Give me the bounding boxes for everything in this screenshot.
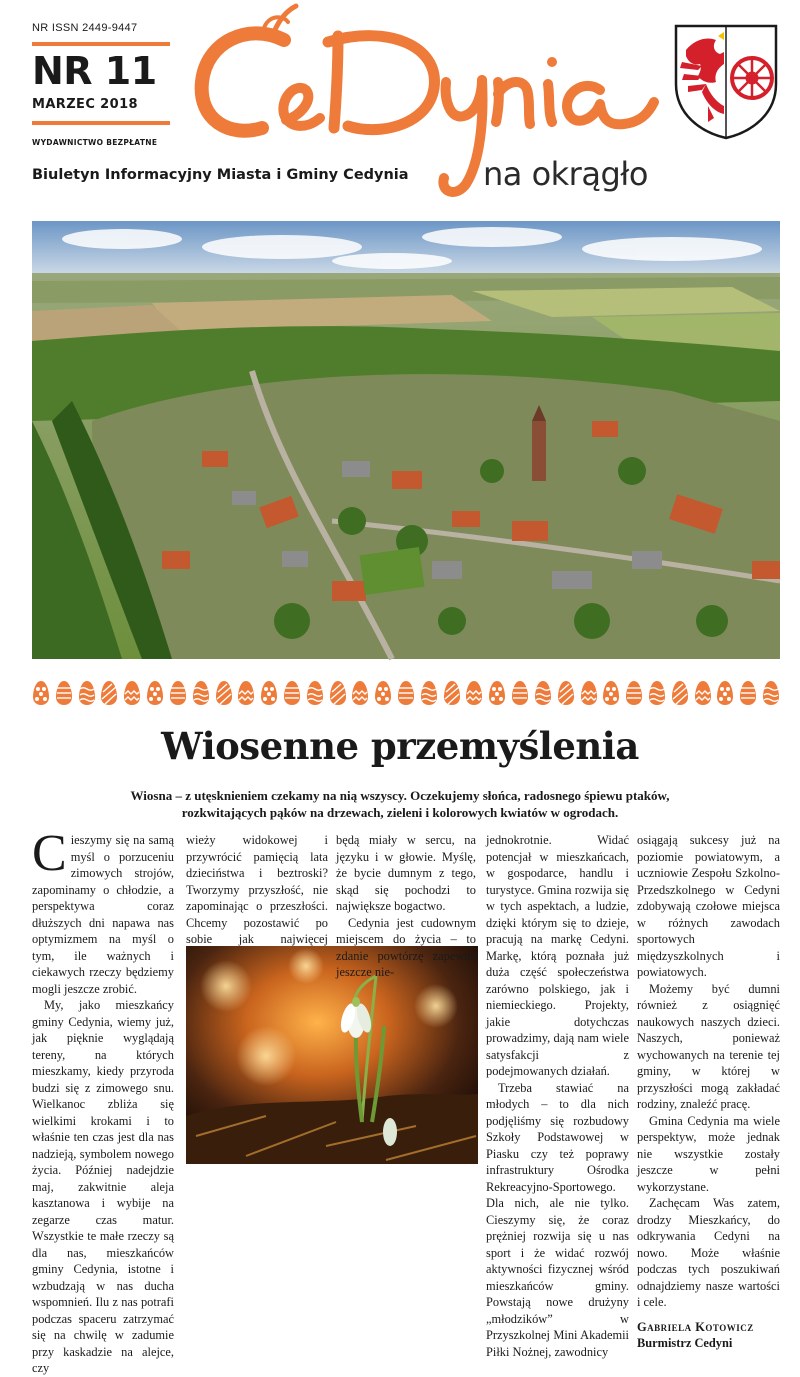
paragraph: My, jako mieszkańcy gminy Cedynia, wiemy już, jak pięknie wyglądają tereny, na których mieszkamy, kiedy przyroda budzi się z zimowego snu. Wielkanoc zbliża się wielkimi krokami i to właśnie ten czas jest dla nas nadzieją, symbolem nowego życia. Później nadejdzie maj, zakwitnie aleja kasztanowa i wybije na zegarze czas matur. Wszystkie te małe rzeczy są dla nas, mieszkańców gminy Cedynia, istotne i wzbudzają w nas ducha wspomnień. Ilu z nas potrafi podczas spaceru zatrzymać się na chwilę w zadumie przy kaskadzie na alejce, czy [32, 998, 174, 1375]
easter-egg-icon [306, 680, 324, 706]
paragraph: Trzeba stawiać na młodych – to dla nich podjęliśmy się rozbudowy Szkoły Podstawowej w Piasku czy też poprawy infrastruktury Ośrodka Rekreacyjno-Sportowego. Dla nich, ale nie tylko. Cieszymy się, że coraz prężniej rozwija się u nas sport i że widać rozwój aktywności fizycznej wśród mieszkańców gminy. Powstają nowe drużyny „młodzików” w Przyszkolnej Mini Akademii Piłki Nożnej, zawodnicy [486, 1080, 629, 1359]
easter-egg-icon [511, 680, 529, 706]
easter-egg-border [32, 680, 780, 708]
logo-tagline: na okrągło [483, 155, 648, 193]
easter-egg-icon [488, 680, 506, 706]
aerial-town-photo [32, 221, 780, 659]
header-rule-top [32, 42, 170, 46]
issn-number: NR ISSN 2449-9447 [32, 22, 138, 34]
easter-egg-icon [283, 680, 301, 706]
easter-egg-icon [465, 680, 483, 706]
paragraph: Cedynia jest cudownym miejscem do życia – to zdanie powtórzę zapewne jeszcze nie- [336, 915, 476, 979]
article-column-3 [336, 832, 476, 981]
paragraph: ieszymy się na samą myśl o porzuceniu zimowych strojów, zapominamy o chłodzie, a perspektywa coraz dłuższych dni napawa nas optymizmem na myśl o tym, ile ważnych i ciekawych rzeczy będziemy mogli jeszcze zrobić. [32, 833, 174, 996]
easter-egg-icon [443, 680, 461, 706]
easter-egg-icon [32, 680, 50, 706]
issue-number: NR 11 [32, 49, 157, 93]
easter-egg-icon [374, 680, 392, 706]
header-rule-bottom [32, 121, 170, 125]
easter-egg-icon [215, 680, 233, 706]
easter-egg-icon [420, 680, 438, 706]
free-publication-label: WYDAWNICTWO BEZPŁATNE [32, 138, 158, 147]
easter-egg-icon [716, 680, 734, 706]
easter-egg-icon [351, 680, 369, 706]
issue-date: MARZEC 2018 [32, 97, 138, 112]
easter-egg-icon [625, 680, 643, 706]
easter-egg-icon [78, 680, 96, 706]
easter-egg-icon [397, 680, 415, 706]
easter-egg-icon [534, 680, 552, 706]
article-title: Wiosenne przemyślenia [161, 724, 639, 768]
easter-egg-icon [648, 680, 666, 706]
easter-egg-icon [580, 680, 598, 706]
paragraph: wieży widokowej i przywrócić pamięcią lata dzieciństwa i beztroski? Tworzymy przyszłość, nie zapominając o przeszłości. Chcemy pozostawić po sobie jak najwięcej [186, 833, 328, 946]
signature-name: Gabriela Kotowicz [637, 1319, 754, 1334]
article-lead: Wiosna – z utęsknieniem czekamy na nią wszyscy. Oczekujemy słońca, radosnego śpiewu ptaków, rozkwitających pąków na drzewach, zieleni i kolorowych kwiatów w ogrodach. [130, 788, 670, 820]
easter-egg-icon [55, 680, 73, 706]
drop-cap: C [32, 825, 67, 882]
article-column-5 [637, 832, 780, 1352]
paragraph: Zachęcam Was zatem, drodzy Mieszkańcy, do odkrywania Cedyni na nowo. Może właśnie podczas tych poszukiwań odnajdziemy nasze wartości i cele. [637, 1196, 780, 1309]
paragraph: będą miały w sercu, na języku i w głowie. Myślę, że bycie dumnym z tego, skąd się pochodzi to największe bogactwo. [336, 833, 476, 913]
bulletin-subtitle: Biuletyn Informacyjny Miasta i Gminy Cedynia [32, 167, 409, 183]
signature-role: Burmistrz Cedyni [637, 1336, 733, 1350]
easter-egg-icon [237, 680, 255, 706]
easter-egg-icon [694, 680, 712, 706]
easter-egg-icon [123, 680, 141, 706]
easter-egg-icon [329, 680, 347, 706]
article-column-1 [32, 825, 174, 1377]
easter-egg-icon [762, 680, 780, 706]
easter-egg-icon [260, 680, 278, 706]
article-column-4 [486, 832, 629, 1360]
paragraph: jednokrotnie. Widać potencjał w mieszkańcach, w gospodarce, handlu i turystyce. Gmina rozwija się w tych aspektach, a ludzie, dzięki którym się to dzieje, pracują na markę Cedyni. Markę, którą poznała już duża część społeczeństwa zarówno polskiego, jak i niemieckiego. Projekty, jakie dotychczas prowadzimy, dają nam wiele satysfakcji z podejmowanych działań. [486, 833, 629, 1078]
easter-egg-icon [146, 680, 164, 706]
paragraph: Możemy być dumni również z osiągnięć naukowych naszych dzieci. Naszych, ponieważ wychowanych na terenie tej gminy, w której w przyszłości mogą zakładać rodziny, znaleźć pracę. [637, 981, 780, 1111]
easter-egg-icon [192, 680, 210, 706]
easter-egg-icon [100, 680, 118, 706]
paragraph: Gmina Cedynia ma wiele perspektyw, może jednak nie wszystkie zostały jeszcze w pełni wykorzystane. [637, 1113, 780, 1194]
easter-egg-icon [739, 680, 757, 706]
easter-egg-icon [169, 680, 187, 706]
easter-egg-icon [602, 680, 620, 706]
easter-egg-icon [671, 680, 689, 706]
easter-egg-icon [557, 680, 575, 706]
coat-of-arms-icon [672, 22, 780, 140]
paragraph: osiągają sukcesy już na poziomie powiatowym, a uczniowie Zespołu Szkolno-Przedszkolnego w Cedyni zdobywają czołowe miejsca w różnych zawodach sportowych międzyszkolnych i powiatowych. [637, 833, 780, 979]
